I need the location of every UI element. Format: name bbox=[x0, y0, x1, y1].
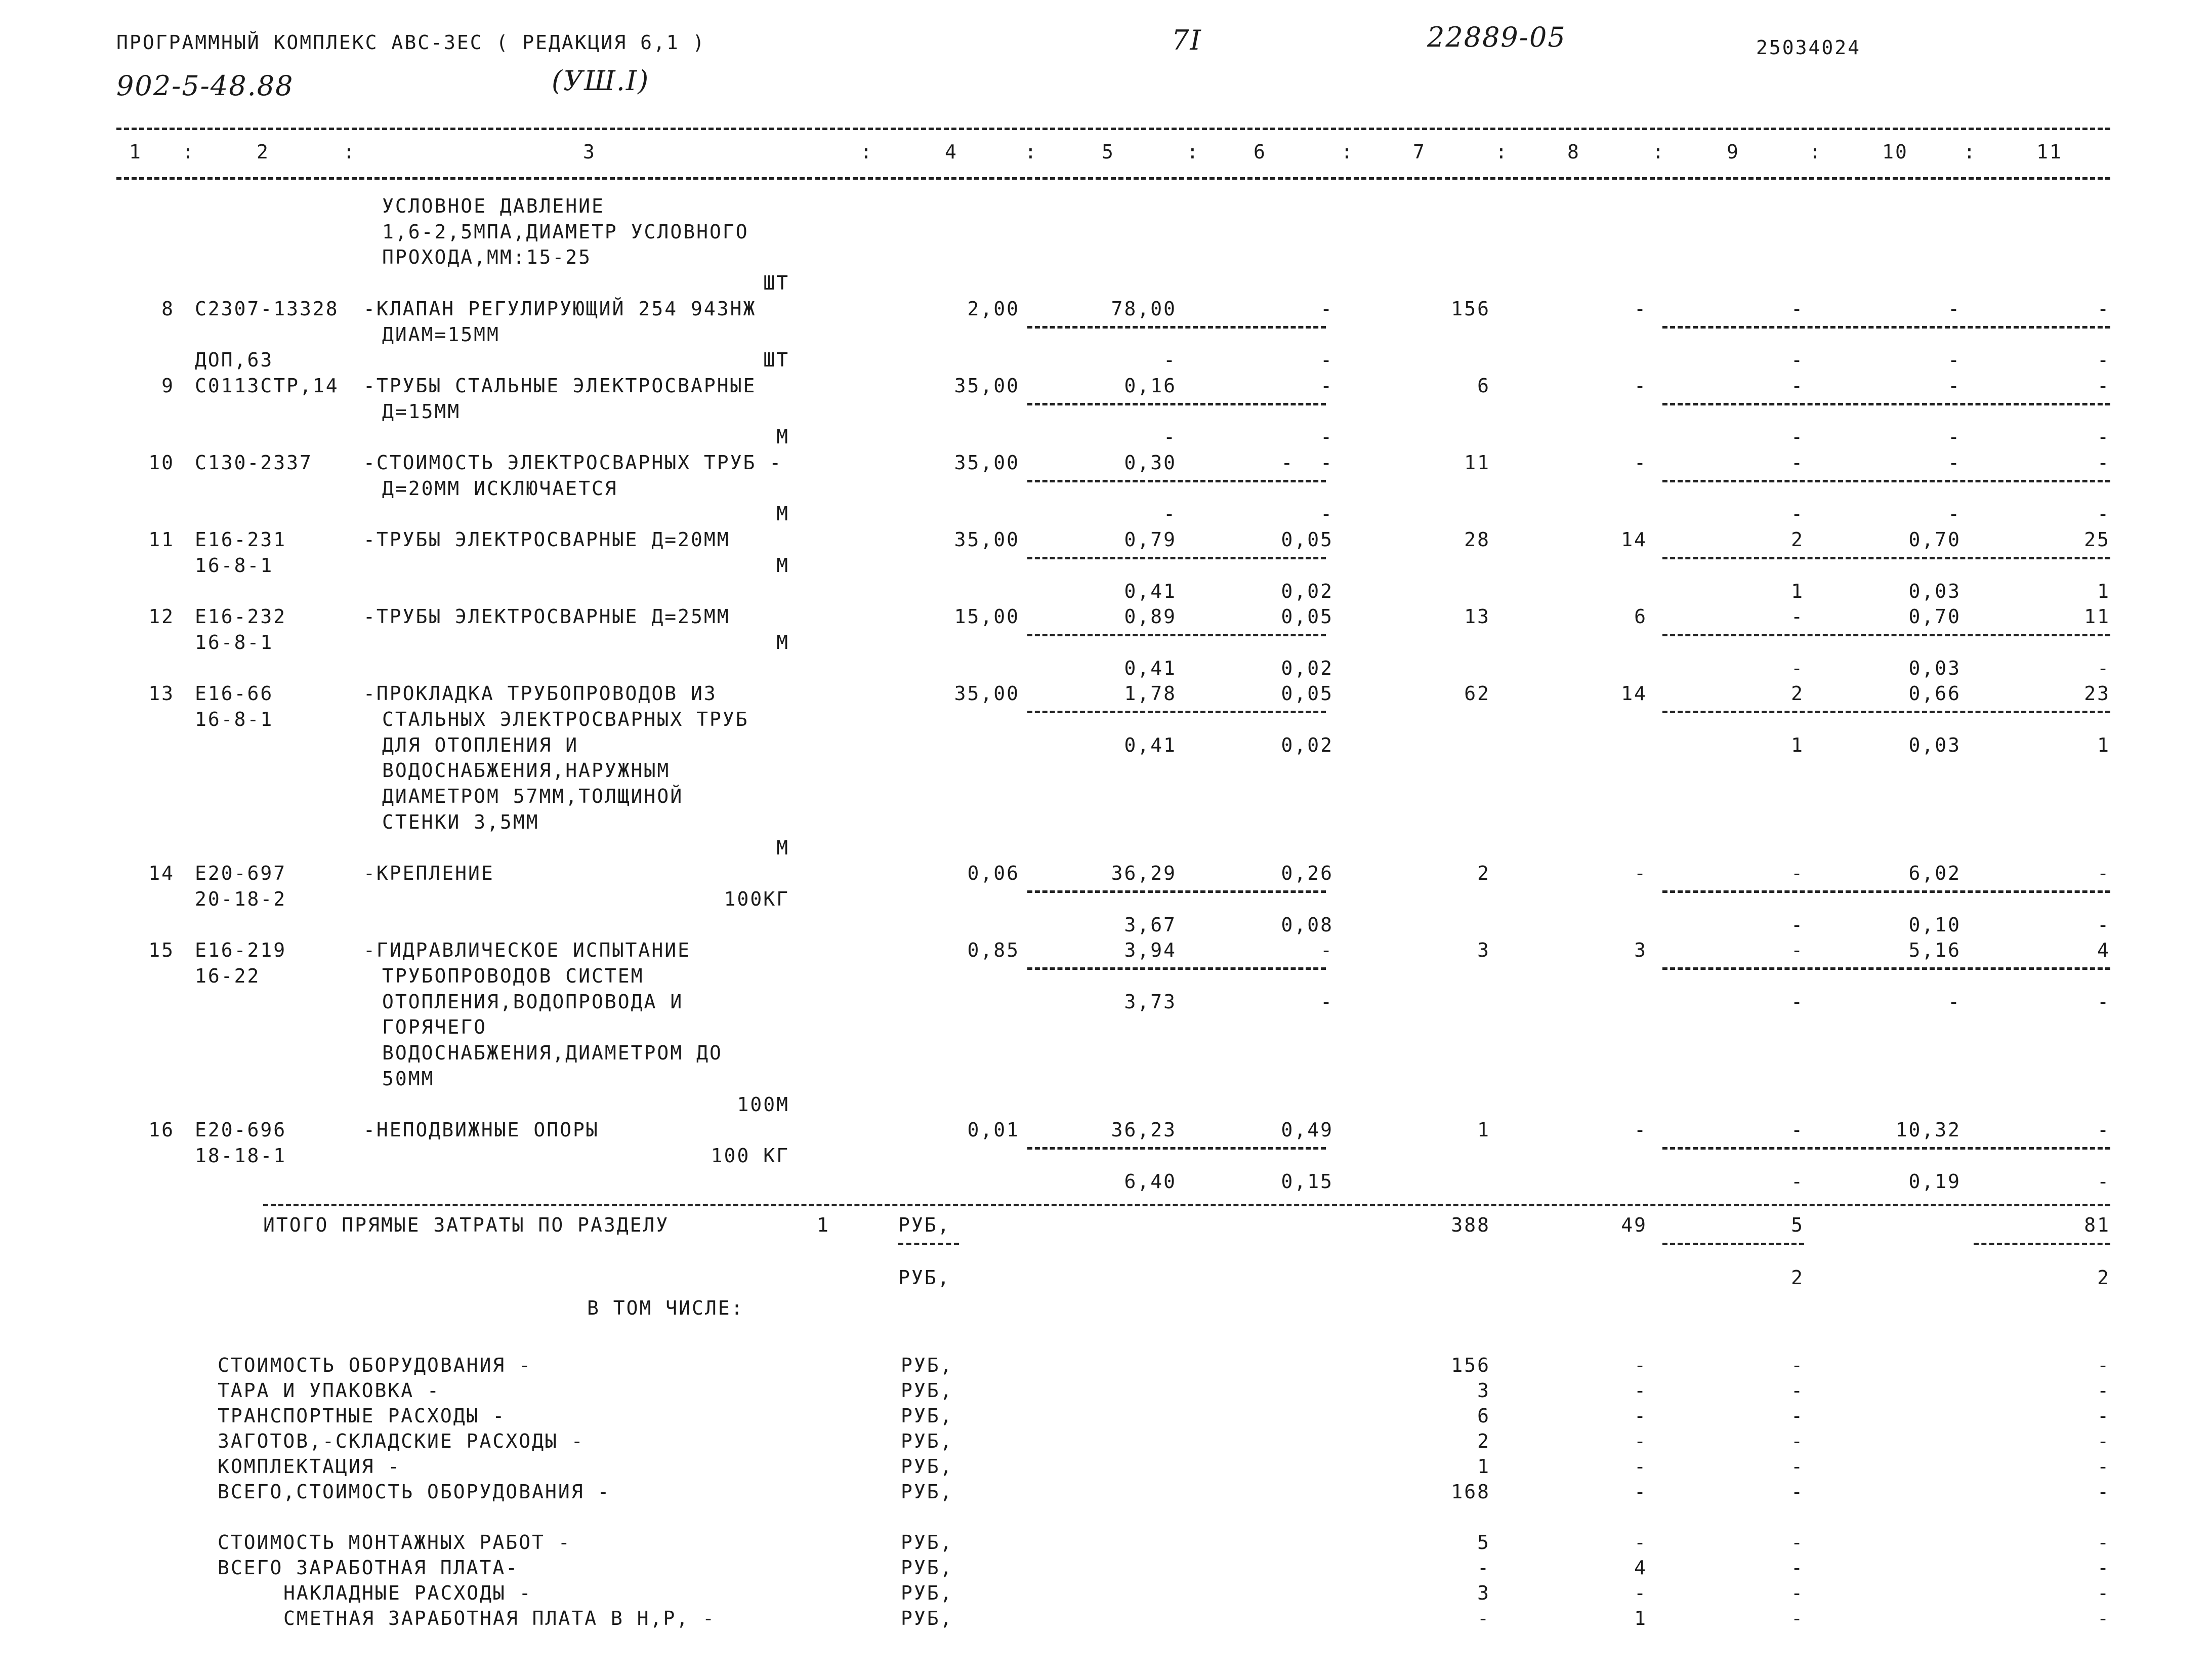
value-c4: 0,06 bbox=[967, 862, 1020, 884]
description-line: СТАЛЬНЫХ ЭЛЕКТРОСВАРНЫХ ТРУБ bbox=[382, 708, 749, 730]
description-line: -ТРУБЫ ЭЛЕКТРОСВАРНЫЕ Д=25ММ bbox=[363, 605, 730, 628]
value-c9: - bbox=[1791, 914, 1804, 936]
summary-c8: - bbox=[1634, 1455, 1647, 1478]
subtotal-rule bbox=[1027, 711, 1326, 713]
row-number: 13 bbox=[148, 682, 175, 705]
column-separator: : bbox=[1964, 141, 1977, 163]
column-separator: : bbox=[343, 141, 356, 163]
row-number: 12 bbox=[148, 605, 175, 628]
value-c7: 6 bbox=[1477, 375, 1490, 397]
including-label: В ТОМ ЧИСЛЕ: bbox=[587, 1297, 744, 1319]
value-c11: - bbox=[2097, 349, 2110, 371]
description-line: -СТОИМОСТЬ ЭЛЕКТРОСВАРНЫХ ТРУБ - bbox=[363, 452, 783, 474]
resource-code: 16-22 bbox=[195, 965, 261, 987]
summary-c11: - bbox=[2097, 1582, 2110, 1604]
document-code: 25034024 bbox=[1756, 36, 1861, 59]
column-header-6: 6 bbox=[1254, 141, 1267, 163]
value-c5: - bbox=[1163, 349, 1177, 371]
value-c11: - bbox=[2097, 426, 2110, 448]
description-line: ДИАМЕТРОМ 57ММ,ТОЛЩИНОЙ bbox=[382, 785, 684, 807]
row-number: 15 bbox=[148, 939, 175, 961]
value-c10: - bbox=[1948, 375, 1961, 397]
summary-c8: - bbox=[1634, 1582, 1647, 1604]
description-line: -КРЕПЛЕНИЕ bbox=[363, 862, 494, 884]
value-c10: - bbox=[1948, 452, 1961, 474]
subtotal-rule bbox=[1662, 890, 2110, 893]
value-c8: - bbox=[1634, 862, 1647, 884]
value-c9: - bbox=[1791, 452, 1804, 474]
value-c6: 0,02 bbox=[1281, 580, 1333, 602]
column-separator: : bbox=[182, 141, 195, 163]
description-line: ВОДОСНАБЖЕНИЯ,ДИАМЕТРОМ ДО bbox=[382, 1042, 723, 1064]
unit-of-measure: М bbox=[776, 837, 789, 859]
summary-c9: - bbox=[1791, 1430, 1804, 1452]
totals-unit-rule bbox=[898, 1243, 959, 1245]
summary-unit: РУБ, bbox=[901, 1405, 953, 1427]
summary-c9: - bbox=[1791, 1607, 1804, 1629]
value-c10: 0,10 bbox=[1908, 914, 1961, 936]
header-rule-top bbox=[116, 128, 2110, 130]
value-c5: 0,41 bbox=[1124, 657, 1177, 679]
value-c11: - bbox=[2097, 991, 2110, 1013]
value-c5: 0,30 bbox=[1124, 452, 1177, 474]
value-c6: 0,05 bbox=[1281, 605, 1333, 628]
summary-c9: - bbox=[1791, 1379, 1804, 1402]
summary-label: СТОИМОСТЬ ОБОРУДОВАНИЯ - bbox=[218, 1354, 532, 1376]
value-c5: 6,40 bbox=[1124, 1170, 1177, 1193]
totals-c9: 5 bbox=[1791, 1214, 1804, 1236]
description-line: -ПРОКЛАДКА ТРУБОПРОВОДОВ ИЗ bbox=[363, 682, 717, 705]
totals-label: ИТОГО ПРЯМЫЕ ЗАТРАТЫ ПО РАЗДЕЛУ bbox=[263, 1214, 670, 1236]
value-c9: - bbox=[1791, 657, 1804, 679]
value-c10: - bbox=[1948, 349, 1961, 371]
summary-c11: - bbox=[2097, 1379, 2110, 1402]
value-c5: 36,23 bbox=[1111, 1119, 1177, 1141]
value-c5: - bbox=[1163, 503, 1177, 525]
summary-c11: - bbox=[2097, 1354, 2110, 1376]
description-line: -ТРУБЫ СТАЛЬНЫЕ ЭЛЕКТРОСВАРНЫЕ bbox=[363, 375, 757, 397]
resource-code: C0113СТР,14 bbox=[195, 375, 339, 397]
value-c9: - bbox=[1791, 426, 1804, 448]
description-line: ДЛЯ ОТОПЛЕНИЯ И bbox=[382, 734, 579, 756]
summary-label: СМЕТНАЯ ЗАРАБОТНАЯ ПЛАТА В Н,Р, - bbox=[283, 1607, 716, 1629]
value-c5: 0,41 bbox=[1124, 734, 1177, 756]
summary-c7: 156 bbox=[1451, 1354, 1490, 1376]
value-c5: - bbox=[1163, 426, 1177, 448]
unit-of-measure: М bbox=[776, 631, 789, 654]
value-c10: - bbox=[1948, 298, 1961, 320]
value-c8: - bbox=[1634, 298, 1647, 320]
value-c10: 0,19 bbox=[1908, 1170, 1961, 1193]
unit-of-measure: 100 КГ bbox=[711, 1145, 789, 1167]
value-c5: 0,16 bbox=[1124, 375, 1177, 397]
value-c4: 35,00 bbox=[954, 375, 1020, 397]
summary-unit: РУБ, bbox=[901, 1354, 953, 1376]
value-c5: 0,79 bbox=[1124, 528, 1177, 551]
summary-c7: - bbox=[1477, 1607, 1490, 1629]
column-header-5: 5 bbox=[1102, 141, 1115, 163]
summary-c9: - bbox=[1791, 1405, 1804, 1427]
summary-unit: РУБ, bbox=[901, 1607, 953, 1629]
value-c7: 13 bbox=[1464, 605, 1490, 628]
subtotal-rule bbox=[1027, 480, 1326, 482]
description-line: 50ММ bbox=[382, 1068, 435, 1090]
value-c9: - bbox=[1791, 298, 1804, 320]
totals-c8: 49 bbox=[1621, 1214, 1647, 1236]
summary-c8: 1 bbox=[1634, 1607, 1647, 1629]
summary-c11: - bbox=[2097, 1405, 2110, 1427]
summary-c11: - bbox=[2097, 1531, 2110, 1554]
column-header-4: 4 bbox=[945, 141, 958, 163]
summary-c11: - bbox=[2097, 1481, 2110, 1503]
value-c11: - bbox=[2097, 503, 2110, 525]
summary-c11: - bbox=[2097, 1557, 2110, 1579]
value-c11: - bbox=[2097, 452, 2110, 474]
value-c11: - bbox=[2097, 1119, 2110, 1141]
value-c7: 11 bbox=[1464, 452, 1490, 474]
resource-code: E16-232 bbox=[195, 605, 287, 628]
subtotal-rule bbox=[1662, 326, 2110, 329]
summary-c11: - bbox=[2097, 1430, 2110, 1452]
value-c8: 3 bbox=[1634, 939, 1647, 961]
column-header-10: 10 bbox=[1882, 141, 1908, 163]
summary-label: ЗАГОТОВ,-СКЛАДСКИЕ РАСХОДЫ - bbox=[218, 1430, 585, 1452]
value-c6: - bbox=[1320, 939, 1333, 961]
summary-unit: РУБ, bbox=[901, 1582, 953, 1604]
value-c6: 0,49 bbox=[1281, 1119, 1333, 1141]
summary-c8: - bbox=[1634, 1430, 1647, 1452]
value-c8: 6 bbox=[1634, 605, 1647, 628]
row-number: 10 bbox=[148, 452, 175, 474]
header-rule-bottom bbox=[116, 177, 2110, 180]
column-separator: : bbox=[1187, 141, 1200, 163]
value-c9: 2 bbox=[1791, 528, 1804, 551]
value-c9: 1 bbox=[1791, 580, 1804, 602]
summary-label: ВСЕГО,СТОИМОСТЬ ОБОРУДОВАНИЯ - bbox=[218, 1481, 611, 1503]
column-header-9: 9 bbox=[1727, 141, 1740, 163]
value-c6: - bbox=[1320, 991, 1333, 1013]
value-c10: - bbox=[1948, 503, 1961, 525]
unit-of-measure: ШТ bbox=[763, 272, 789, 294]
value-c8: - bbox=[1634, 1119, 1647, 1141]
totals-c11: 81 bbox=[2084, 1214, 2110, 1236]
value-c8: 14 bbox=[1621, 682, 1647, 705]
summary-c9: - bbox=[1791, 1557, 1804, 1579]
value-c11: - bbox=[2097, 298, 2110, 320]
value-c9: 1 bbox=[1791, 734, 1804, 756]
row-number: 14 bbox=[148, 862, 175, 884]
value-c11: - bbox=[2097, 375, 2110, 397]
value-c4: 35,00 bbox=[954, 452, 1020, 474]
value-c4: 0,01 bbox=[967, 1119, 1020, 1141]
column-separator: : bbox=[1025, 141, 1038, 163]
subtotal-rule bbox=[1662, 557, 2110, 559]
value-c11: - bbox=[2097, 862, 2110, 884]
value-c9: - bbox=[1791, 503, 1804, 525]
value-c6: - bbox=[1320, 375, 1333, 397]
description-line: СТЕНКИ 3,5ММ bbox=[382, 811, 539, 833]
description-line: ДИАМ=15ММ bbox=[382, 323, 500, 346]
summary-c7: 5 bbox=[1477, 1531, 1490, 1554]
description-line: -НЕПОДВИЖНЫЕ ОПОРЫ bbox=[363, 1119, 599, 1141]
value-c11: - bbox=[2097, 914, 2110, 936]
value-c7: 3 bbox=[1477, 939, 1490, 961]
description-line: ОТОПЛЕНИЯ,ВОДОПРОВОДА И bbox=[382, 991, 684, 1013]
subtotal-rule bbox=[1027, 967, 1326, 970]
summary-c7: 3 bbox=[1477, 1582, 1490, 1604]
summary-c7: 3 bbox=[1477, 1379, 1490, 1402]
summary-label: НАКЛАДНЫЕ РАСХОДЫ - bbox=[283, 1582, 532, 1604]
value-c9: 2 bbox=[1791, 682, 1804, 705]
document-stamp: 22889-05 bbox=[1427, 21, 1566, 53]
value-c6: 0,02 bbox=[1281, 734, 1333, 756]
value-c6: - - bbox=[1281, 452, 1333, 474]
row-number: 9 bbox=[161, 375, 175, 397]
value-c6: 0,15 bbox=[1281, 1170, 1333, 1193]
value-c9: - bbox=[1791, 991, 1804, 1013]
resource-code: ДОП,63 bbox=[195, 349, 274, 371]
column-header-1: 1 bbox=[129, 141, 142, 163]
value-c10: 0,03 bbox=[1908, 734, 1961, 756]
summary-c11: - bbox=[2097, 1607, 2110, 1629]
value-c9: - bbox=[1791, 349, 1804, 371]
section-number: (УШ.I) bbox=[552, 65, 650, 97]
value-c10: 6,02 bbox=[1908, 862, 1961, 884]
resource-code: 20-18-2 bbox=[195, 888, 287, 910]
summary-c9: - bbox=[1791, 1481, 1804, 1503]
value-c7: 156 bbox=[1451, 298, 1490, 320]
summary-c7: 6 bbox=[1477, 1405, 1490, 1427]
resource-code: C2307-13328 bbox=[195, 298, 339, 320]
value-c6: - bbox=[1320, 426, 1333, 448]
column-header-11: 11 bbox=[2036, 141, 2063, 163]
unit-of-measure: М bbox=[776, 503, 789, 525]
value-c4: 35,00 bbox=[954, 528, 1020, 551]
summary-c9: - bbox=[1791, 1455, 1804, 1478]
value-c9: - bbox=[1791, 375, 1804, 397]
value-c11: 1 bbox=[2097, 734, 2110, 756]
value-c6: 0,05 bbox=[1281, 682, 1333, 705]
value-c5: 0,41 bbox=[1124, 580, 1177, 602]
description-line: ТРУБОПРОВОДОВ СИСТЕМ bbox=[382, 965, 644, 987]
column-header-8: 8 bbox=[1567, 141, 1580, 163]
value-c8: - bbox=[1634, 452, 1647, 474]
totals-c7: 388 bbox=[1451, 1214, 1490, 1236]
subtotal-rule bbox=[1662, 403, 2110, 405]
value-c11: 11 bbox=[2084, 605, 2110, 628]
resource-code: 16-8-1 bbox=[195, 708, 274, 730]
summary-c8: - bbox=[1634, 1405, 1647, 1427]
value-c10: 0,66 bbox=[1908, 682, 1961, 705]
summary-label: КОМПЛЕКТАЦИЯ - bbox=[218, 1455, 401, 1478]
subtotal-rule bbox=[1662, 711, 2110, 713]
value-c9: - bbox=[1791, 939, 1804, 961]
value-c11: - bbox=[2097, 657, 2110, 679]
summary-c8: - bbox=[1634, 1531, 1647, 1554]
value-c8: - bbox=[1634, 375, 1647, 397]
summary-unit: РУБ, bbox=[901, 1430, 953, 1452]
page-number: 7I bbox=[1172, 24, 1202, 56]
value-c6: 0,02 bbox=[1281, 657, 1333, 679]
value-c4: 15,00 bbox=[954, 605, 1020, 628]
subtotal-rule bbox=[1027, 326, 1326, 329]
row-number: 16 bbox=[148, 1119, 175, 1141]
row-number: 8 bbox=[161, 298, 175, 320]
summary-c7: 168 bbox=[1451, 1481, 1490, 1503]
subtotal-rule bbox=[1662, 634, 2110, 636]
value-c6: - bbox=[1320, 349, 1333, 371]
description-line: -КЛАПАН РЕГУЛИРУЮЩИЙ 254 943НЖ bbox=[363, 298, 757, 320]
value-c11: 1 bbox=[2097, 580, 2110, 602]
value-c11: - bbox=[2097, 1170, 2110, 1193]
subtotal-rule bbox=[1027, 403, 1326, 405]
description-line: УСЛОВНОЕ ДАВЛЕНИЕ bbox=[382, 195, 605, 217]
value-c10: 0,70 bbox=[1908, 528, 1961, 551]
value-c7: 1 bbox=[1477, 1119, 1490, 1141]
subtotal-rule bbox=[1662, 480, 2110, 482]
description-line: ПРОХОДА,ММ:15-25 bbox=[382, 246, 592, 268]
unit-of-measure: 100М bbox=[737, 1093, 789, 1116]
value-c7: 28 bbox=[1464, 528, 1490, 551]
resource-code: 18-18-1 bbox=[195, 1145, 287, 1167]
summary-label: ТРАНСПОРТНЫЕ РАСХОДЫ - bbox=[218, 1405, 506, 1427]
value-c9: - bbox=[1791, 862, 1804, 884]
description-line: -ГИДРАВЛИЧЕСКОЕ ИСПЫТАНИЕ bbox=[363, 939, 691, 961]
resource-code: E16-231 bbox=[195, 528, 287, 551]
description-line: 1,6-2,5МПА,ДИАМЕТР УСЛОВНОГО bbox=[382, 221, 749, 243]
value-c5: 3,73 bbox=[1124, 991, 1177, 1013]
unit-of-measure: М bbox=[776, 554, 789, 577]
totals-c9b: 2 bbox=[1791, 1267, 1804, 1289]
description-line: ВОДОСНАБЖЕНИЯ,НАРУЖНЫМ bbox=[382, 759, 671, 782]
value-c6: 0,08 bbox=[1281, 914, 1333, 936]
value-c9: - bbox=[1791, 1170, 1804, 1193]
summary-label: СТОИМОСТЬ МОНТАЖНЫХ РАБОТ - bbox=[218, 1531, 571, 1554]
value-c10: 5,16 bbox=[1908, 939, 1961, 961]
totals-subrule bbox=[1662, 1243, 1804, 1245]
summary-c7: 1 bbox=[1477, 1455, 1490, 1478]
value-c7: 62 bbox=[1464, 682, 1490, 705]
subtotal-rule bbox=[1027, 557, 1326, 559]
unit-of-measure: ШТ bbox=[763, 349, 789, 371]
program-title: ПРОГРАММНЫЙ КОМПЛЕКС АВС-ЗЕС ( РЕДАКЦИЯ 6,1 ) bbox=[116, 31, 706, 54]
row-number: 11 bbox=[148, 528, 175, 551]
value-c5: 0,89 bbox=[1124, 605, 1177, 628]
value-c4: 0,85 bbox=[967, 939, 1020, 961]
column-separator: : bbox=[1652, 141, 1665, 163]
value-c7: 2 bbox=[1477, 862, 1490, 884]
description-line: Д=20ММ ИСКЛЮЧАЕТСЯ bbox=[382, 477, 618, 500]
value-c10: 0,03 bbox=[1908, 580, 1961, 602]
totals-unit-2: РУБ, bbox=[898, 1267, 951, 1289]
value-c6: - bbox=[1320, 503, 1333, 525]
summary-c11: - bbox=[2097, 1455, 2110, 1478]
resource-code: 16-8-1 bbox=[195, 554, 274, 577]
subtotal-rule bbox=[1662, 1147, 2110, 1150]
value-c9: - bbox=[1791, 1119, 1804, 1141]
column-separator: : bbox=[860, 141, 873, 163]
summary-c9: - bbox=[1791, 1354, 1804, 1376]
value-c6: 0,05 bbox=[1281, 528, 1333, 551]
value-c10: 0,03 bbox=[1908, 657, 1961, 679]
value-c5: 1,78 bbox=[1124, 682, 1177, 705]
column-header-7: 7 bbox=[1413, 141, 1426, 163]
summary-label: ВСЕГО ЗАРАБОТНАЯ ПЛАТА- bbox=[218, 1557, 519, 1579]
value-c4: 35,00 bbox=[954, 682, 1020, 705]
column-separator: : bbox=[1341, 141, 1354, 163]
summary-c8: - bbox=[1634, 1481, 1647, 1503]
totals-rule bbox=[263, 1204, 2110, 1206]
value-c5: 3,94 bbox=[1124, 939, 1177, 961]
value-c5: 36,29 bbox=[1111, 862, 1177, 884]
description-line: ГОРЯЧЕГО bbox=[382, 1016, 487, 1038]
totals-section: 1 bbox=[817, 1214, 830, 1236]
column-header-3: 3 bbox=[583, 141, 596, 163]
subtotal-rule bbox=[1662, 967, 2110, 970]
summary-c7: - bbox=[1477, 1557, 1490, 1579]
project-number: 902-5-48.88 bbox=[116, 70, 294, 102]
subtotal-rule bbox=[1027, 634, 1326, 636]
value-c11: 4 bbox=[2097, 939, 2110, 961]
unit-of-measure: 100КГ bbox=[724, 888, 789, 910]
value-c4: 2,00 bbox=[967, 298, 1020, 320]
summary-unit: РУБ, bbox=[901, 1531, 953, 1554]
summary-c9: - bbox=[1791, 1531, 1804, 1554]
value-c11: 25 bbox=[2084, 528, 2110, 551]
unit-of-measure: М bbox=[776, 426, 789, 448]
summary-label: ТАРА И УПАКОВКА - bbox=[218, 1379, 440, 1402]
value-c5: 78,00 bbox=[1111, 298, 1177, 320]
value-c6: - bbox=[1320, 298, 1333, 320]
value-c10: 10,32 bbox=[1895, 1119, 1961, 1141]
value-c10: - bbox=[1948, 991, 1961, 1013]
resource-code: E20-697 bbox=[195, 862, 287, 884]
value-c6: 0,26 bbox=[1281, 862, 1333, 884]
summary-c7: 2 bbox=[1477, 1430, 1490, 1452]
summary-unit: РУБ, bbox=[901, 1379, 953, 1402]
totals-c11b: 2 bbox=[2097, 1267, 2110, 1289]
subtotal-rule bbox=[1027, 1147, 1326, 1150]
value-c10: 0,70 bbox=[1908, 605, 1961, 628]
summary-unit: РУБ, bbox=[901, 1455, 953, 1478]
resource-code: 16-8-1 bbox=[195, 631, 274, 654]
value-c9: - bbox=[1791, 605, 1804, 628]
value-c10: - bbox=[1948, 426, 1961, 448]
summary-unit: РУБ, bbox=[901, 1481, 953, 1503]
summary-c8: - bbox=[1634, 1354, 1647, 1376]
value-c5: 3,67 bbox=[1124, 914, 1177, 936]
resource-code: C130-2337 bbox=[195, 452, 313, 474]
summary-c8: 4 bbox=[1634, 1557, 1647, 1579]
summary-unit: РУБ, bbox=[901, 1557, 953, 1579]
column-separator: : bbox=[1809, 141, 1822, 163]
summary-c8: - bbox=[1634, 1379, 1647, 1402]
resource-code: E16-219 bbox=[195, 939, 287, 961]
column-separator: : bbox=[1495, 141, 1509, 163]
totals-unit: РУБ, bbox=[898, 1214, 951, 1236]
value-c8: 14 bbox=[1621, 528, 1647, 551]
column-header-2: 2 bbox=[257, 141, 270, 163]
summary-c9: - bbox=[1791, 1582, 1804, 1604]
description-line: -ТРУБЫ ЭЛЕКТРОСВАРНЫЕ Д=20ММ bbox=[363, 528, 730, 551]
resource-code: E20-696 bbox=[195, 1119, 287, 1141]
subtotal-rule bbox=[1027, 890, 1326, 893]
value-c11: 23 bbox=[2084, 682, 2110, 705]
resource-code: E16-66 bbox=[195, 682, 274, 705]
totals-subrule bbox=[1974, 1243, 2110, 1245]
description-line: Д=15ММ bbox=[382, 400, 461, 423]
